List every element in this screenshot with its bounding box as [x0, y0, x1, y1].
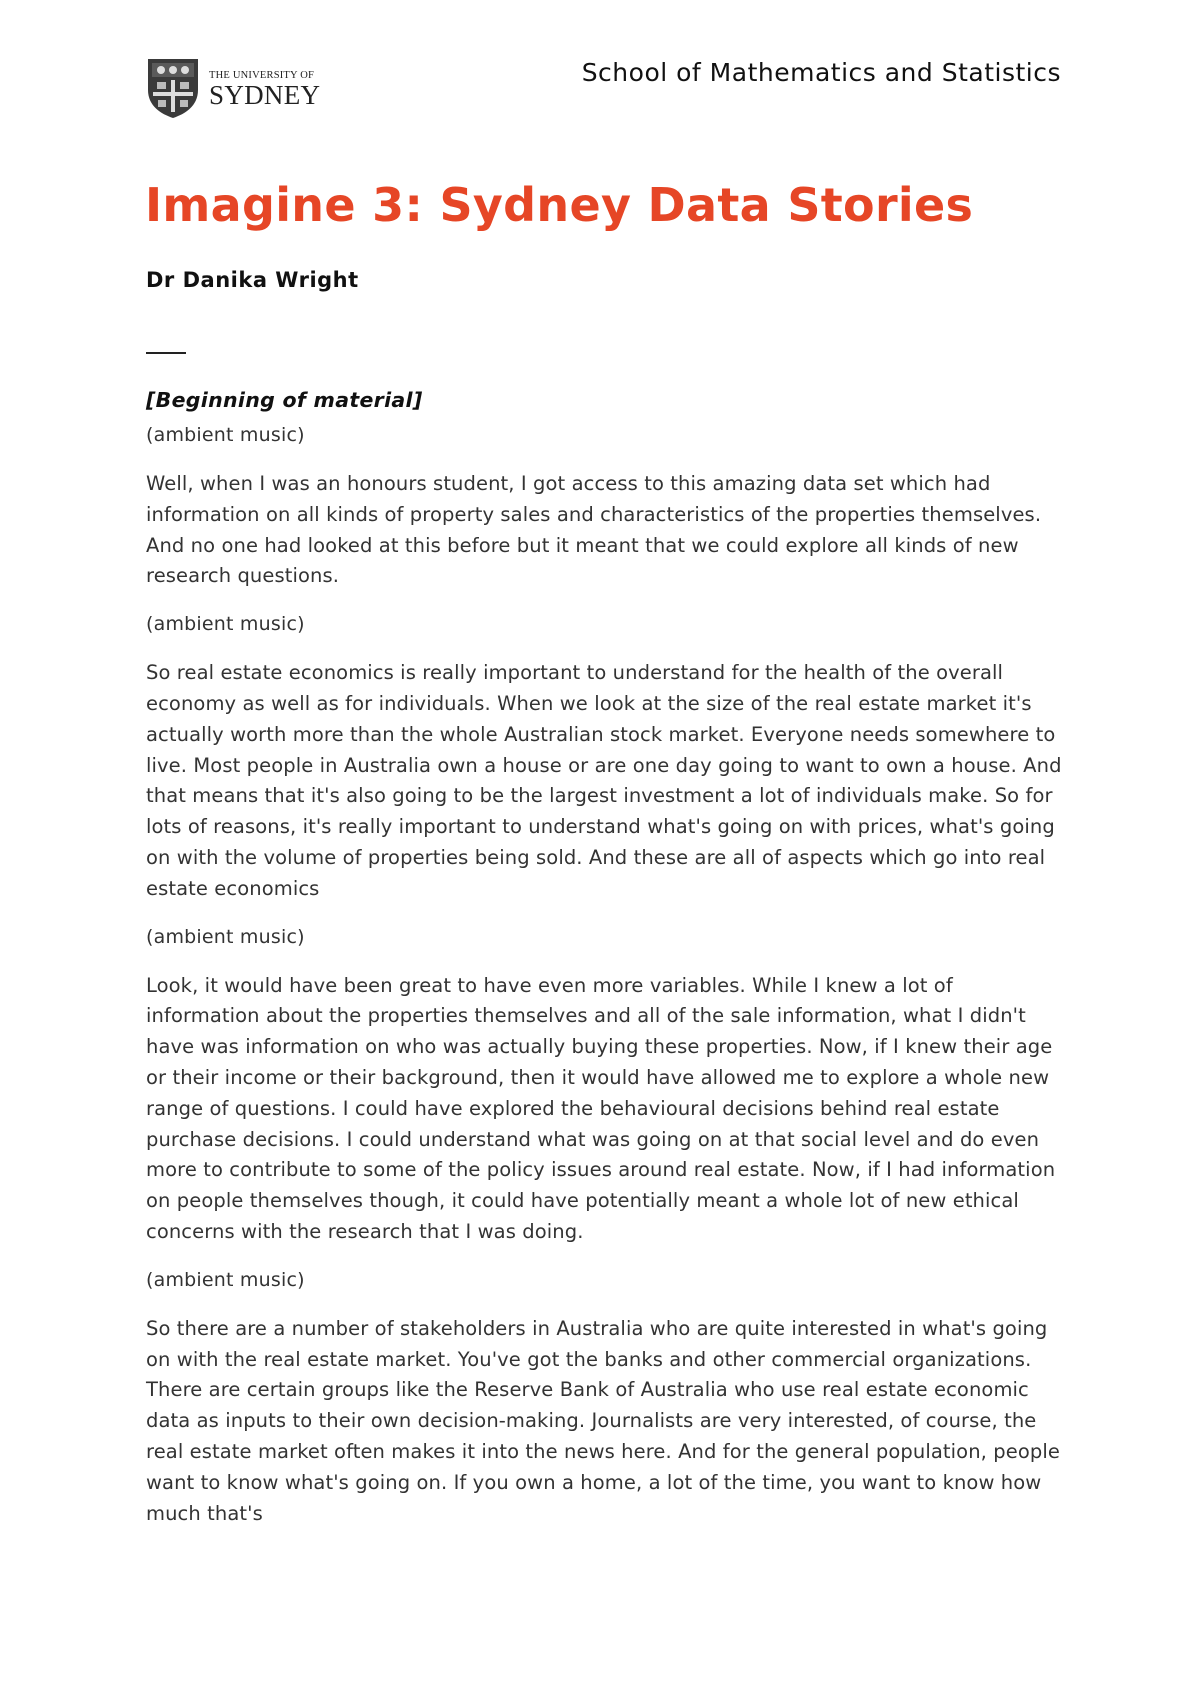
cue-ambient-music: (ambient music) — [146, 925, 305, 948]
logo-big-text: SYDNEY — [209, 80, 321, 110]
divider — [146, 352, 186, 354]
university-crest-icon — [145, 56, 201, 120]
transcript-paragraph: Well, when I was an honours student, I got access to this amazing data set which had information on all kinds of property sales and characteristics of the properties themselves. And no one had looked at this before but it meant that we could explore all kinds of new research questions. — [146, 472, 1042, 588]
transcript-paragraph: So real estate economics is really important to understand for the health of the overall economy as well as for individuals. When we look at the size of the real estate market it's actually worth more than the whole Australian stock market. Everyone needs somewhere to live. Most people in Australia own a house or are one day going to want to own a house. And that means that it's also going to be the largest investment a lot of individuals make. So for lots of reasons, it's really important to understand what's going on with prices, what's going on with the volume of properties being sold. And these are all of aspects which go into real estate economics — [146, 661, 1062, 900]
logo-small-text: THE UNIVERSITY OF — [209, 70, 315, 81]
page-title: Imagine 3: Sydney Data Stories — [145, 178, 974, 232]
logo-wordmark — [209, 70, 320, 108]
transcript-paragraph: So there are a number of stakeholders in Australia who are quite interested in what's going on with the real estate market. You've got the banks and other commercial organizations. There are certain groups like the Reserve Bank of Australia who use real estate economic data as inputs to their own decision-making. Journalists are very interested, of course, the real estate market often makes it into the news here. And for the general population, people want to know what's going on. If you own a home, a lot of the time, you want to know how much that's — [146, 1316, 1060, 1525]
cue-ambient-music: (ambient music) — [146, 613, 305, 636]
material-marker: [Beginning of material] — [146, 388, 423, 412]
transcript-body — [146, 388, 1066, 1550]
cue-ambient-music: (ambient music) — [146, 424, 305, 446]
cue-ambient-music: (ambient music) — [146, 1268, 305, 1291]
author-name: Dr Danika Wright — [146, 268, 359, 292]
transcript-paragraph: Look, it would have been great to have even more variables. While I knew a lot of information about the properties themselves and all of the sale information, what I didn't have was information on who was actually buying these properties. Now, if I knew their age or their income or their background, then it would have allowed me to explore a whole new range of questions. I could have explored the behavioural decisions behind real estate purchase decisions. I could understand what was going on at that social level and do even more to contribute to some of the policy issues around real estate. Now, if I had information on people themselves though, it could have potentially meant a whole lot of new ethical concerns with the research that I was doing. — [146, 973, 1056, 1243]
school-name: School of Mathematics and Statistics — [581, 58, 1061, 87]
university-logo — [145, 56, 320, 120]
